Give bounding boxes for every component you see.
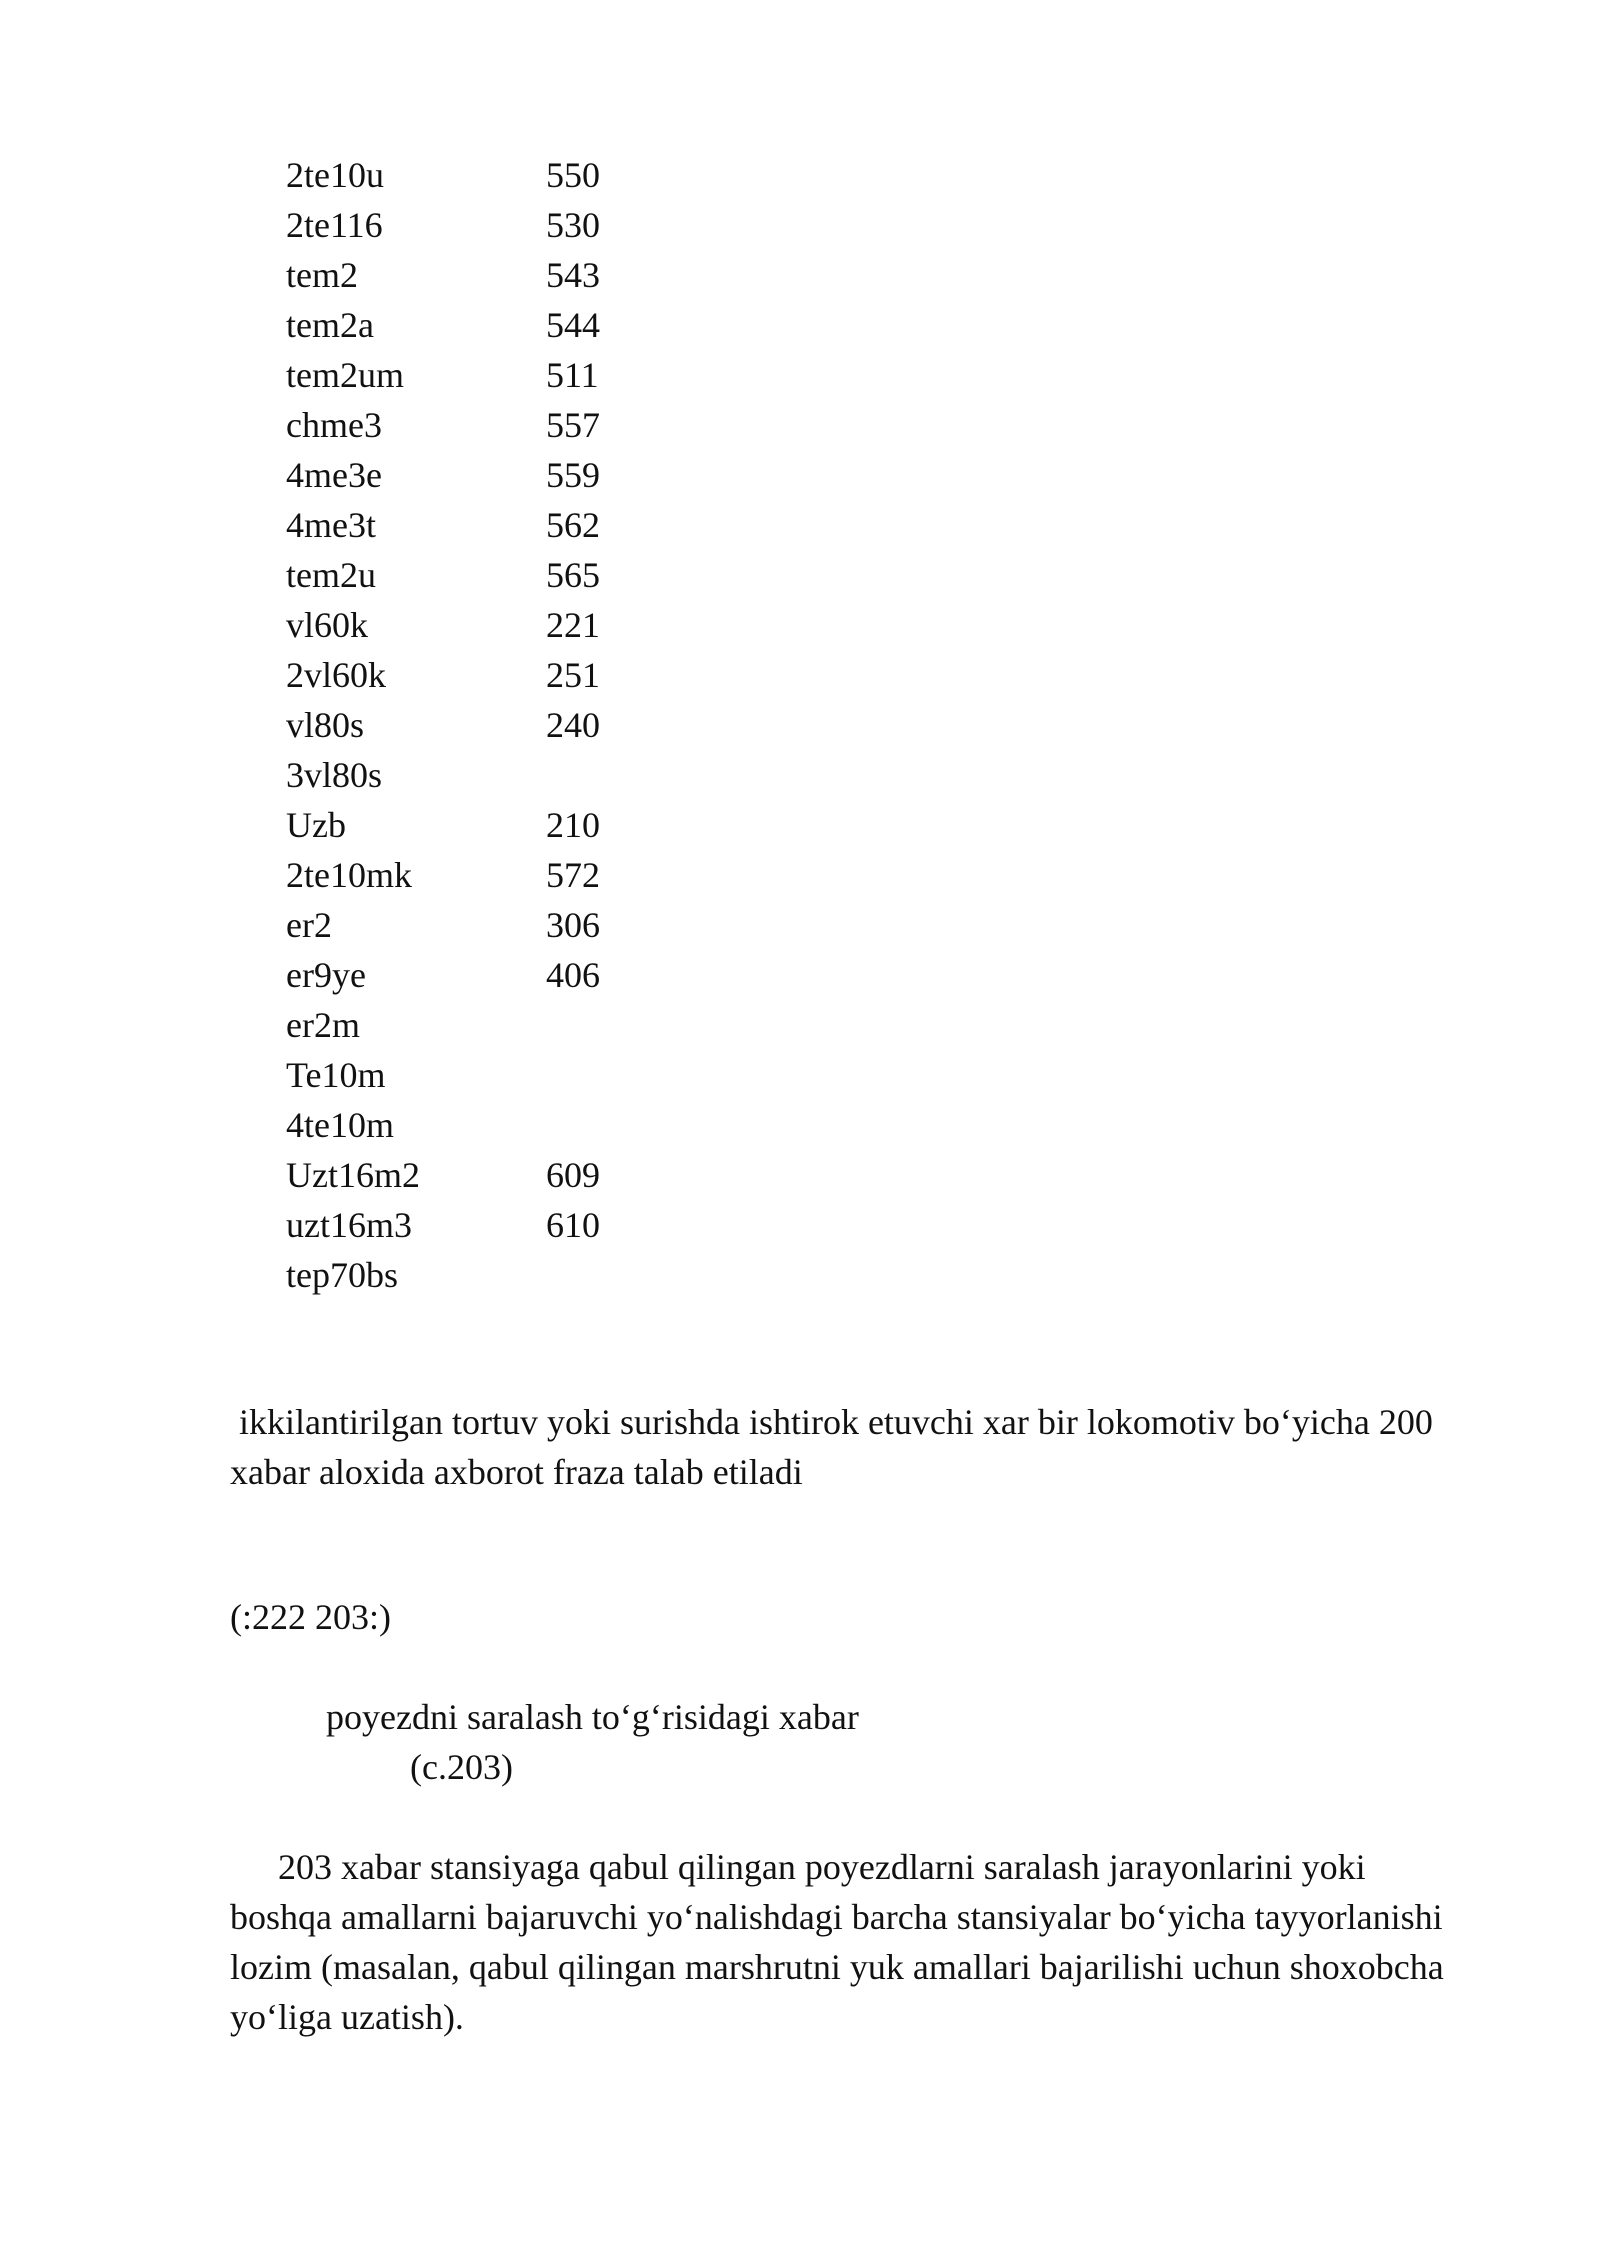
locomotive-name: 3vl80s — [286, 755, 383, 795]
list-item — [286, 900, 686, 950]
list-item — [286, 750, 686, 800]
paragraph-double-traction: ikkilantirilgan tortuv yoki surishda ishtirok etuvchi xar bir lokomotiv bo‘yicha 200 xabar aloxida axborot fraza talab etiladi — [230, 1402, 1442, 1492]
locomotive-code: 559 — [546, 455, 600, 495]
locomotive-code: 610 — [546, 1205, 600, 1245]
list-item — [286, 450, 686, 500]
list-item — [286, 300, 686, 350]
list-item — [286, 550, 686, 600]
list-item — [286, 1050, 686, 1100]
locomotive-name: 2vl60k — [286, 655, 387, 695]
locomotive-code: 406 — [546, 955, 600, 995]
section-subheading: (c.203) — [410, 1747, 513, 1787]
list-item — [286, 800, 686, 850]
list-item — [286, 600, 686, 650]
locomotive-name: er9ye — [286, 955, 366, 995]
locomotive-name: tem2u — [286, 555, 376, 595]
list-item — [286, 250, 686, 300]
list-item — [286, 1100, 686, 1150]
list-item — [286, 650, 686, 700]
locomotive-code: 511 — [546, 355, 599, 395]
locomotive-name: vl60k — [286, 605, 369, 645]
list-item — [286, 850, 686, 900]
locomotive-name: er2 — [286, 905, 332, 945]
locomotive-name: Uzb — [286, 805, 346, 845]
locomotive-code: 544 — [546, 305, 600, 345]
locomotive-code: 550 — [546, 155, 600, 195]
locomotive-name: 2te116 — [286, 205, 383, 245]
locomotive-name: uzt16m3 — [286, 1205, 412, 1245]
locomotive-name: Te10m — [286, 1055, 386, 1095]
locomotive-code: 565 — [546, 555, 600, 595]
list-item — [286, 1150, 686, 1200]
locomotive-code: 562 — [546, 505, 600, 545]
locomotive-code: 572 — [546, 855, 600, 895]
locomotive-code: 240 — [546, 705, 600, 745]
locomotive-code: 210 — [546, 805, 600, 845]
locomotive-name: 2te10mk — [286, 855, 412, 895]
locomotive-name: Uzt16m2 — [286, 1155, 420, 1195]
locomotive-code: 530 — [546, 205, 600, 245]
locomotive-name: 4te10m — [286, 1105, 394, 1145]
locomotive-code: 306 — [546, 905, 600, 945]
section-heading: poyezdni saralash to‘g‘risidagi xabar — [326, 1697, 859, 1737]
list-item — [286, 950, 686, 1000]
locomotive-name: tem2 — [286, 255, 358, 295]
locomotive-code: 557 — [546, 405, 600, 445]
list-item — [286, 200, 686, 250]
list-item — [286, 1250, 686, 1300]
locomotive-name: 4me3t — [286, 505, 376, 545]
paragraph-sorting-message: 203 xabar stansiyaga qabul qilingan poyezdlarni saralash jarayonlarini yoki boshqa amallarni bajaruvchi yo‘nalishdagi barcha stansiyalar bo‘yicha tayyorlanishi lozim (masalan, qabul qilingan marshrutni yuk amallari bajarilishi uchun shoxobcha yo‘liga uzatish). — [230, 1847, 1453, 2037]
locomotive-code: 609 — [546, 1155, 600, 1195]
locomotive-name: 2te10u — [286, 155, 384, 195]
locomotive-name: tem2a — [286, 305, 374, 345]
list-item — [286, 500, 686, 550]
locomotive-name: er2m — [286, 1005, 360, 1045]
list-item — [286, 350, 686, 400]
list-item — [286, 700, 686, 750]
message-reference: (:222 203:) — [230, 1597, 391, 1637]
locomotive-name: 4me3e — [286, 455, 382, 495]
locomotive-code: 543 — [546, 255, 600, 295]
locomotive-name: vl80s — [286, 705, 365, 745]
list-item — [286, 1000, 686, 1050]
locomotive-code: 251 — [546, 655, 600, 695]
locomotive-name: tep70bs — [286, 1255, 398, 1295]
locomotive-code: 221 — [546, 605, 600, 645]
locomotive-name: chme3 — [286, 405, 382, 445]
locomotive-name: tem2um — [286, 355, 404, 395]
locomotive-code-list — [286, 150, 686, 1300]
list-item — [286, 1200, 686, 1250]
list-item — [286, 150, 686, 200]
list-item — [286, 400, 686, 450]
